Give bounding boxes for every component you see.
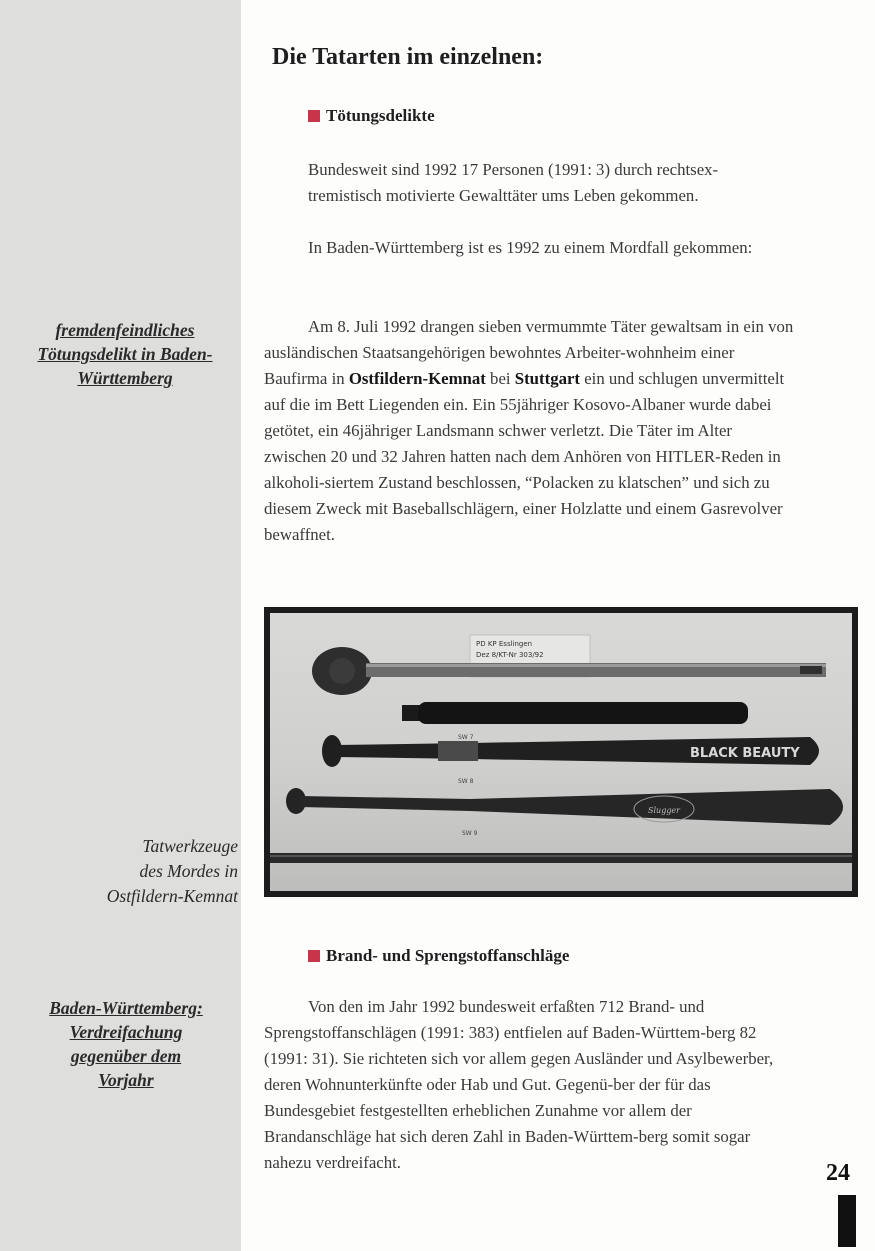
sidenote-line: Tötungsdelikt in Baden-	[37, 344, 213, 364]
section-brandanschlaege	[308, 946, 569, 966]
sidenote-line: Verdreifachung	[69, 1022, 183, 1042]
page-heading: Die Tatarten im einzelnen:	[272, 44, 544, 70]
text-run: ein und schlugen unvermittelt auf die im Bett Liegenden ein. Ein 55jähriger Kosovo-Albaner wurde dabei getötet, ein 46jähriger Landsmann schwer verletzt. Die Täter im Alter zwischen 20 und 32 Jahren hatten nach dem Anhören von HITLER-Reden in alkoholi-siertem Zustand beschlossen, “Polacken zu klatschen” und sich zu diesem Zweck mit Baseballschlägern, einer Holzlatte und einem Gasrevolver bewaffnet.	[264, 369, 785, 544]
slugger-logo-text: Slugger	[648, 806, 680, 815]
text-run: Am 8. Juli 1992 drangen sieben vermummte Täter gewaltsam in ein von ausländischen Staatsangehörigen bewohntes Arbeiter-wohnheim einer Baufirma in	[264, 317, 794, 388]
paragraph-bundesweit: Bundesweit sind 1992 17 Personen (1991: 3) durch rechtsex-tremistisch motivierte Gewalttäter ums Leben gekommen.	[308, 160, 719, 205]
bat-brand-text: BLACK BEAUTY	[690, 746, 800, 761]
baton-cap	[402, 705, 420, 721]
paragraph-baden-wuerttemberg: In Baden-Württemberg ist es 1992 zu einem Mordfall gekommen:	[308, 238, 753, 257]
sidenote-toetungsdelikt	[16, 318, 234, 390]
tag-sw9: SW 9	[462, 830, 478, 837]
revolver-cylinder	[329, 658, 355, 684]
label-line: PD KP Esslingen	[476, 640, 533, 648]
page-number: 24	[826, 1160, 850, 1186]
sidenote-line: fremdenfeindliches	[55, 320, 195, 340]
paragraph-mordfall	[264, 314, 798, 548]
square-bullet-icon	[308, 110, 320, 122]
section-tötungsdelikte	[308, 106, 435, 126]
tag-sw8: SW 8	[458, 778, 474, 785]
square-bullet-icon	[308, 950, 320, 962]
caption-line: Tatwerkzeuge	[142, 836, 238, 856]
text-run: bei	[485, 369, 515, 388]
tag-sw7: SW 7	[458, 734, 474, 741]
measuring-strip	[270, 853, 852, 863]
weapons-photo	[264, 607, 858, 897]
wooden-slat-highlight	[366, 664, 826, 667]
section-title: Brand- und Sprengstoffanschläge	[326, 946, 570, 965]
section-title: Tötungsdelikte	[326, 106, 435, 125]
place-stuttgart: Stuttgart	[514, 369, 581, 388]
baton	[418, 702, 748, 724]
caption-line: Ostfildern-Kemnat	[106, 886, 238, 906]
paragraph-brandanschlaege: Von den im Jahr 1992 bundesweit erfaßten 712 Brand- und Sprengstoffanschlägen (1991: 383) entfielen auf Baden-Württem-berg 82 (1991: 31). Sie richteten sich vor allem gegen Ausländer und Asylbewerber, deren Wohnunterkünfte oder Hab und Gut. Gegenü-ber der für das Bundesgebiet festgestellten erheblichen Zunahme vor allem der Brandanschläge hat sich deren Zahl in Baden-Württem-berg somit sogar nahezu verdreifacht.	[264, 997, 774, 1172]
page-marker-bar	[838, 1195, 856, 1247]
photo-caption	[60, 834, 238, 909]
slat-tip	[800, 666, 822, 674]
place-ostfildern: Ostfildern-Kemnat	[348, 369, 486, 388]
sidenote-line: Vorjahr	[98, 1070, 154, 1090]
sidenote-line: gegenüber dem	[70, 1046, 182, 1066]
bat-grip-tape	[438, 741, 478, 761]
label-line: Dez 8/KT-Nr 303/92	[476, 651, 544, 659]
weapons-illustration	[270, 613, 852, 891]
sidenote-verdreifachung	[16, 996, 236, 1092]
measuring-strip-highlight	[270, 855, 852, 857]
baseball-bat-slugger	[300, 789, 843, 825]
photo-background	[270, 613, 852, 891]
caption-line: des Mordes in	[139, 861, 238, 881]
sidenote-line: Württemberg	[77, 368, 173, 388]
sidenote-line: Baden-Württemberg:	[49, 998, 203, 1018]
